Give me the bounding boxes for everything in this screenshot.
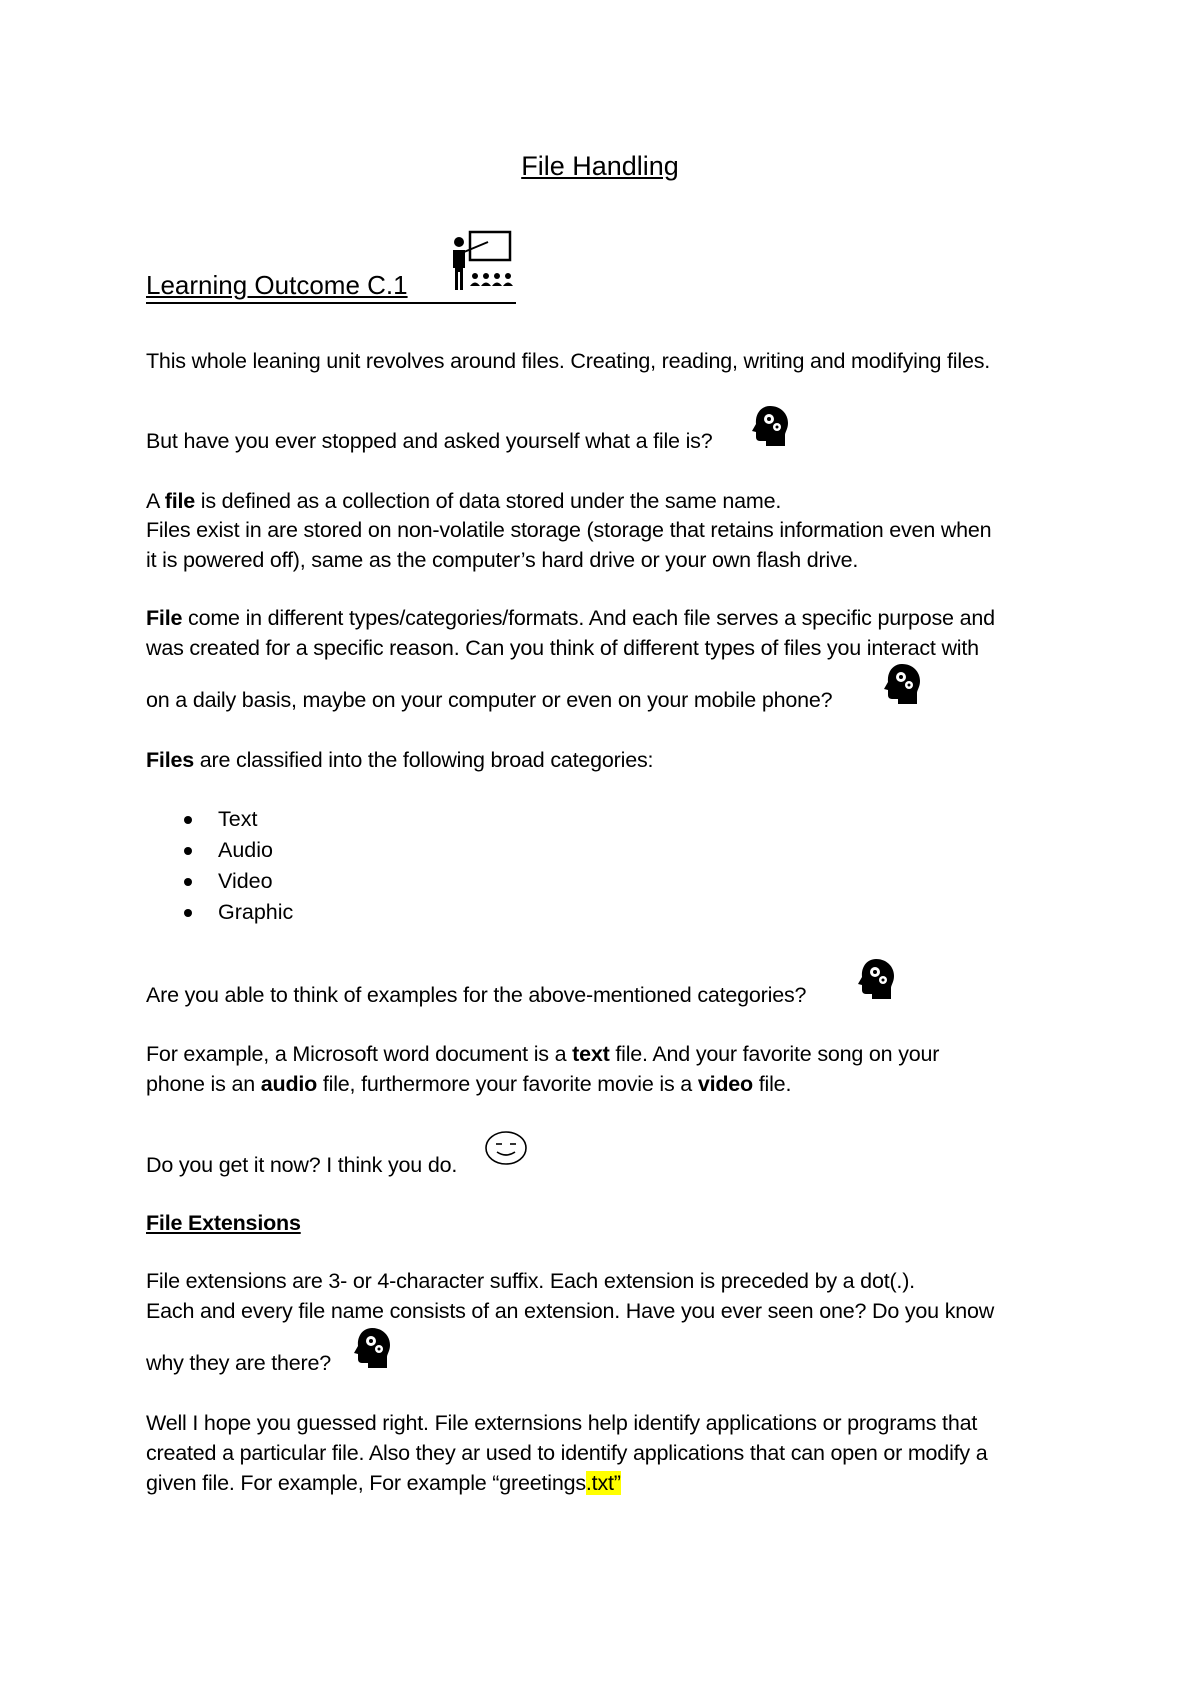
list-item: Text <box>146 804 293 835</box>
question-what-is-file: But have you ever stopped and asked yourself what a file is? <box>146 429 713 453</box>
bullet-icon <box>184 816 192 824</box>
extensions-line-1: File extensions are 3- or 4-character suffix. Each extension is preceded by a dot(.). <box>146 1269 915 1293</box>
final-line-1: Well I hope you guessed right. File externsions help identify applications or programs that <box>146 1411 978 1435</box>
extensions-line-3: why they are there? <box>146 1351 332 1375</box>
teacher-presentation-icon <box>450 228 514 294</box>
thinking-head-icon <box>882 662 922 706</box>
example-line-2: phone is an audio file, furthermore your favorite movie is a video file. <box>146 1072 792 1096</box>
question-examples: Are you able to think of examples for the above-mentioned categories? <box>146 983 807 1007</box>
list-item: Graphic <box>146 897 293 928</box>
final-line-3: given file. For example, For example “greetings.txt” <box>146 1471 621 1495</box>
definition-line-3: it is powered off), same as the computer’s hard drive or your own flash drive. <box>146 548 859 572</box>
bullet-icon <box>184 878 192 886</box>
thinking-head-icon <box>750 404 790 448</box>
example-line-1: For example, a Microsoft word document is a text file. And your favorite song on your <box>146 1042 940 1066</box>
page-title: File Handling <box>521 151 679 181</box>
bullet-icon <box>184 847 192 855</box>
bullet-icon <box>184 909 192 917</box>
file-extensions-heading: File Extensions <box>146 1211 301 1235</box>
list-item: Video <box>146 866 293 897</box>
category-list <box>146 804 293 928</box>
classified-line: Files are classified into the following broad categories: <box>146 748 654 772</box>
thinking-head-icon <box>352 1326 392 1370</box>
get-it-line: Do you get it now? I think you do. <box>146 1153 458 1177</box>
highlighted-extension: .txt” <box>585 1471 621 1495</box>
intro-paragraph: This whole leaning unit revolves around files. Creating, reading, writing and modifying files. <box>146 349 991 373</box>
types-line-1: File come in different types/categories/formats. And each file serves a specific purpose and <box>146 606 995 630</box>
winking-smiley-icon <box>484 1130 528 1166</box>
definition-line-2: Files exist in are stored on non-volatile storage (storage that retains information even when <box>146 518 992 542</box>
learning-outcome-text: Learning Outcome C.1 <box>146 270 408 300</box>
definition-line-1: A file is defined as a collection of data stored under the same name. <box>146 489 782 513</box>
list-item: Audio <box>146 835 293 866</box>
types-line-3: on a daily basis, maybe on your computer or even on your mobile phone? <box>146 688 833 712</box>
final-line-2: created a particular file. Also they ar used to identify applications that can open or modify a <box>146 1441 988 1465</box>
extensions-line-2: Each and every file name consists of an extension. Have you ever seen one? Do you know <box>146 1299 995 1323</box>
thinking-head-icon <box>856 957 896 1001</box>
types-line-2: was created for a specific reason. Can you think of different types of files you interact with <box>146 636 979 660</box>
